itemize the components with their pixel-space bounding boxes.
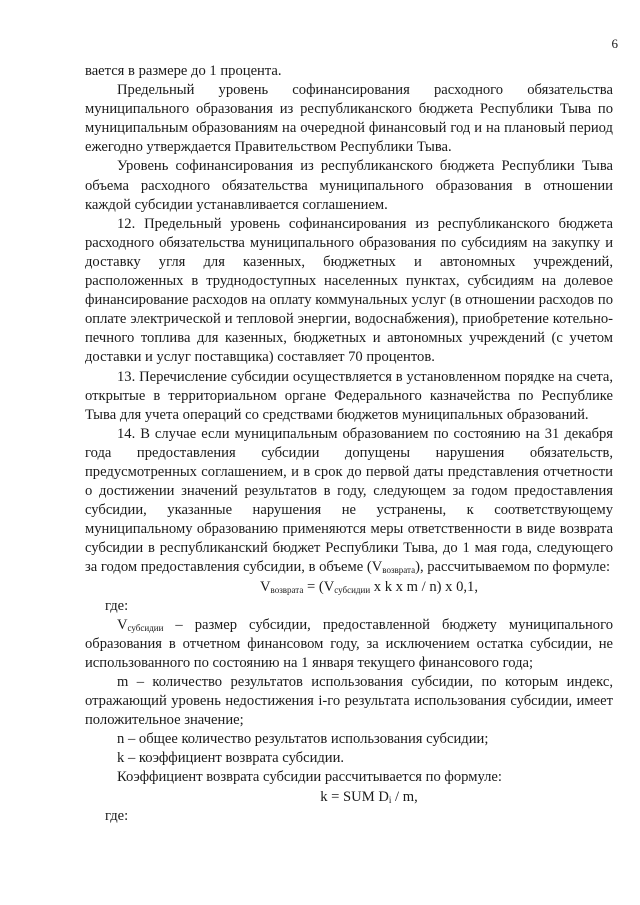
document-body (85, 62, 613, 826)
item-14-tail: ), рассчитываемом по формуле: (415, 559, 611, 576)
paragraph-continuation: вается в размере до 1 процента. (85, 63, 282, 79)
paragraph-cofinancing-level: Уровень софинансирования из республиканского бюджета Республики Тыва объема расходного обязательства муниципального образования в отношении каждой субсидии устанавливается соглашением. (85, 158, 613, 213)
definition-m: m – количество результатов использования субсидии, по которым индекс, отражающий уровень недостижения i-го результата использования субсидии, имеет положительное значение; (85, 674, 613, 729)
formula-refund-volume (85, 578, 613, 597)
where-label-2: где: (105, 807, 129, 824)
definition-k: k – коэффициент возврата субсидии. (117, 750, 345, 767)
def-v-sub: субсидии (127, 622, 164, 633)
formula1-mid-sub: субсидии (334, 584, 371, 595)
formula1-v-sub: возврата (270, 584, 304, 595)
item-14-text: 14. В случае если муниципальным образованием по состоянию на 31 декабря года предоставления субсидии допущены нарушения обязательств, предусмотренных соглашением, и в срок до первой даты представления отчетности о достижении значений результатов в году, следующем за годом предоставления субсидии, указанные нарушения не устранены, к соответствующему муниципальному образованию применяются меры ответственности в виде возврата субсидии в республиканский бюджет Республики Тыва, до 1 мая года, следующего за годом предоставления субсидии, в объеме (V (85, 425, 613, 576)
formula1-mid: = (V (303, 578, 335, 595)
formula2-sub: i (388, 794, 392, 805)
formula2-tail: / m, (391, 788, 418, 805)
definition-v-subsidy (85, 616, 613, 673)
paragraph-cofinancing-limit: Предельный уровень софинансирования расходного обязательства муниципального образования из республиканского бюджета Республики Тыва по муниципальным образованиям на очередной финансовый год и на плановый период ежегодно утверждается Правительством Республики Тыва. (85, 82, 613, 156)
def-v-symbol: V (117, 616, 128, 633)
page-number: 6 (611, 36, 618, 51)
paragraph-item-12: 12. Предельный уровень софинансирования из республиканского бюджета расходного обязательства муниципального образования по субсидиям на закупку и доставку угля для казенных, бюджетных и автономных учреждений, расположенных в труднодоступных населенных пунктах, субсидиям на долевое финансирование расходов на оплату коммунальных услуг (в отношении расходов по оплате электрической и тепловой энергии, водоснабжения), приобретение котельно-печного топлива для казенных, бюджетных и автономных учреждений (с учетом доставки и услуг поставщика) составляет 70 процентов. (85, 215, 613, 366)
paragraph-coefficient: Коэффициент возврата субсидии рассчитывается по формуле: (117, 769, 502, 786)
paragraph-item-14 (85, 425, 613, 578)
item-14-subscript: возврата (382, 565, 416, 576)
definition-n: n – общее количество результатов использования субсидии; (117, 731, 489, 748)
formula1-v: V (260, 578, 271, 595)
def-v-text: – размер субсидии, предоставленной бюджету муниципального образования в отчетном финансовом году, за исключением остатка субсидии, не использованного по состоянию на 1 января текущего финансового года; (85, 616, 613, 671)
where-label-1: где: (105, 597, 129, 614)
paragraph-item-13: 13. Перечисление субсидии осуществляется в установленном порядке на счета, открытые в территориальном органе Федерального казначейства по Республике Тыва для учета операций со средствами бюджетов муниципальных образований. (85, 368, 613, 423)
formula1-tail: x k x m / n) x 0,1, (370, 578, 478, 595)
formula-coefficient (85, 788, 613, 807)
formula2-head: k = SUM D (320, 788, 389, 805)
